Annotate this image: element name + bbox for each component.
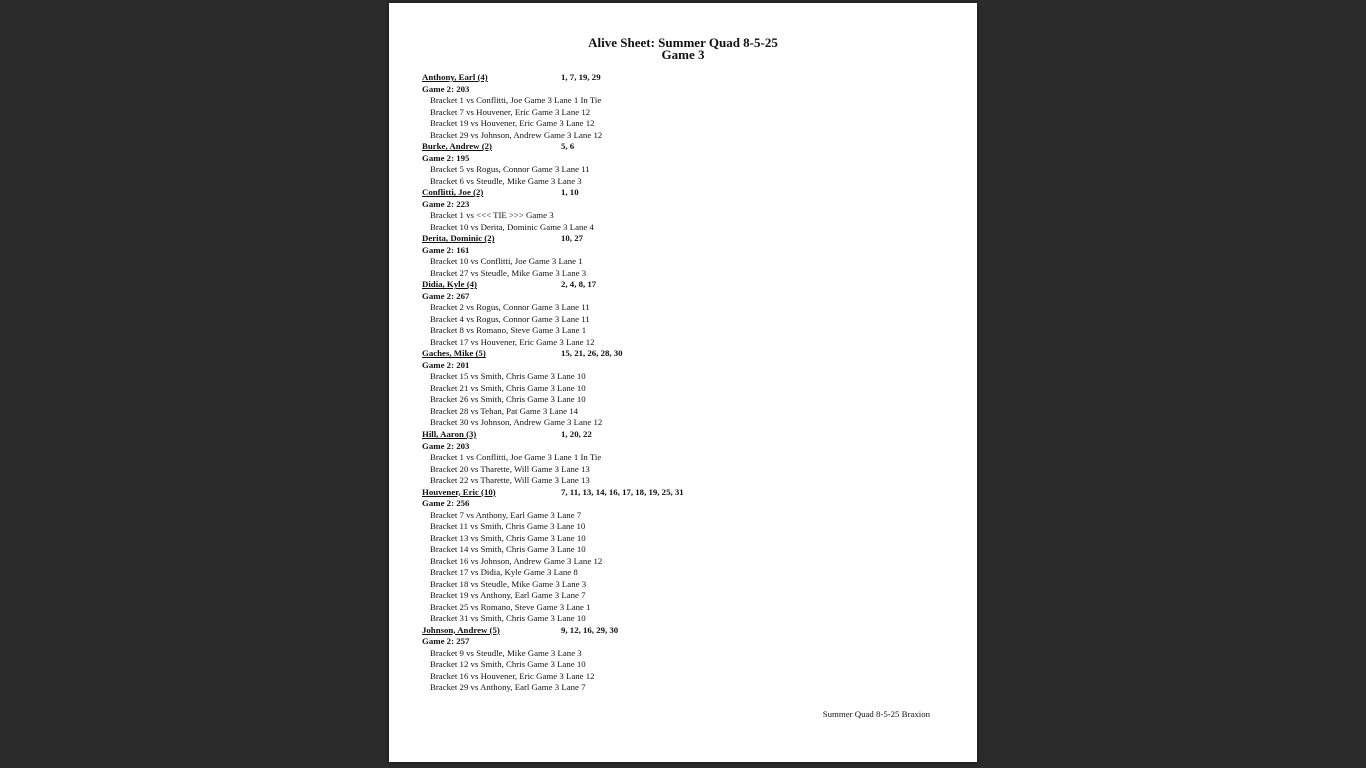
bowler-brackets: 2, 4, 8, 17 <box>561 279 597 290</box>
game-score: Game 2: 195 <box>422 152 470 163</box>
bracket-matchup: Bracket 15 vs Smith, Chris Game 3 Lane 10 <box>430 371 586 382</box>
bracket-matchup: Bracket 1 vs Conflitti, Joe Game 3 Lane 1 In Tie <box>430 452 602 463</box>
bowler-header <box>422 233 942 245</box>
bracket-matchup: Bracket 4 vs Rogus, Connor Game 3 Lane 11 <box>430 313 590 324</box>
page-subtitle: Game 3 <box>661 47 705 62</box>
bracket-matchup: Bracket 13 vs Smith, Chris Game 3 Lane 10 <box>430 532 586 543</box>
bracket-matchup: Bracket 29 vs Anthony, Earl Game 3 Lane 7 <box>430 682 586 693</box>
bowler-header <box>422 429 942 441</box>
game-score: Game 2: 161 <box>422 244 470 255</box>
bowler-section <box>422 625 942 694</box>
bowler-name: Conflitti, Joe (2) <box>422 187 484 198</box>
bracket-matchup: Bracket 11 vs Smith, Chris Game 3 Lane 10 <box>430 521 586 532</box>
bracket-matchup: Bracket 7 vs Anthony, Earl Game 3 Lane 7 <box>430 509 582 520</box>
bracket-matchup: Bracket 1 vs Conflitti, Joe Game 3 Lane 1 In Tie <box>430 95 602 106</box>
bowler-section <box>422 72 942 141</box>
bracket-matchup: Bracket 22 vs Tharette, Will Game 3 Lane 13 <box>430 475 590 486</box>
bowler-name: Anthony, Earl (4) <box>422 72 488 82</box>
bracket-matchup: Bracket 1 vs <<< TIE >>> Game 3 <box>430 210 554 221</box>
bowler-header <box>422 625 942 637</box>
bracket-matchup: Bracket 14 vs Smith, Chris Game 3 Lane 10 <box>430 544 586 555</box>
bracket-matchup: Bracket 8 vs Romano, Steve Game 3 Lane 1 <box>430 325 587 336</box>
bowler-section <box>422 141 942 187</box>
bowler-name: Burke, Andrew (2) <box>422 141 492 152</box>
document-page <box>389 3 977 762</box>
bracket-matchup: Bracket 17 vs Houvener, Eric Game 3 Lane 12 <box>430 336 595 347</box>
game-score: Game 2: 201 <box>422 359 470 370</box>
bracket-matchup: Bracket 20 vs Tharette, Will Game 3 Lane 13 <box>430 463 590 474</box>
bowler-section <box>422 429 942 487</box>
bracket-matchup: Bracket 10 vs Derita, Dominic Game 3 Lane 4 <box>430 221 594 232</box>
bowler-section <box>422 233 942 279</box>
bowler-name: Didia, Kyle (4) <box>422 279 477 290</box>
bracket-matchup: Bracket 7 vs Houvener, Eric Game 3 Lane 12 <box>430 106 591 117</box>
bowler-name: Johnson, Andrew (5) <box>422 624 500 635</box>
bracket-matchup: Bracket 16 vs Houvener, Eric Game 3 Lane 12 <box>430 670 595 681</box>
bowler-section <box>422 487 942 625</box>
bowler-section <box>422 187 942 233</box>
game-score: Game 2: 257 <box>422 636 470 647</box>
bowler-brackets: 1, 20, 22 <box>561 428 592 439</box>
page-footer: Summer Quad 8-5-25 Braxion <box>822 709 930 719</box>
bracket-matchup: Bracket 5 vs Rogus, Connor Game 3 Lane 11 <box>430 164 590 175</box>
bracket-matchup: Bracket 6 vs Steudle, Mike Game 3 Lane 3 <box>430 175 582 186</box>
bowler-name: Derita, Dominic (2) <box>422 233 495 244</box>
bracket-matchup: Bracket 9 vs Steudle, Mike Game 3 Lane 3 <box>430 647 582 658</box>
bowler-header <box>422 279 942 291</box>
bowler-name: Hill, Aaron (3) <box>422 428 477 439</box>
bowler-brackets: 5, 6 <box>561 141 575 152</box>
bowler-brackets: 7, 11, 13, 14, 16, 17, 18, 19, 25, 31 <box>561 486 684 497</box>
bracket-matchup: Bracket 17 vs Didia, Kyle Game 3 Lane 8 <box>430 567 578 578</box>
game-score: Game 2: 223 <box>422 198 470 209</box>
bracket-matchup: Bracket 18 vs Steudle, Mike Game 3 Lane 3 <box>430 578 587 589</box>
bracket-matchup: Bracket 2 vs Rogus, Connor Game 3 Lane 11 <box>430 302 590 313</box>
bowler-brackets: 15, 21, 26, 28, 30 <box>561 348 623 359</box>
bracket-matchup: Bracket 25 vs Romano, Steve Game 3 Lane 1 <box>430 601 591 612</box>
bowler-header <box>422 72 942 84</box>
bowler-list <box>422 72 942 694</box>
bracket-matchup: Bracket 27 vs Steudle, Mike Game 3 Lane 3 <box>430 267 587 278</box>
bracket-matchup: Bracket 19 vs Anthony, Earl Game 3 Lane 7 <box>430 590 586 601</box>
bracket-matchup: Bracket 30 vs Johnson, Andrew Game 3 Lane 12 <box>430 417 603 428</box>
game-score: Game 2: 256 <box>422 498 470 509</box>
bracket-matchup: Bracket 31 vs Smith, Chris Game 3 Lane 10 <box>430 613 586 624</box>
bowler-section <box>422 279 942 348</box>
bracket-matchup: Bracket 26 vs Smith, Chris Game 3 Lane 10 <box>430 394 586 405</box>
bracket-matchup: Bracket 10 vs Conflitti, Joe Game 3 Lane 1 <box>430 256 583 267</box>
bowler-brackets: 1, 10 <box>561 187 579 198</box>
game-score: Game 2: 267 <box>422 290 470 301</box>
bracket-matchup: Bracket 21 vs Smith, Chris Game 3 Lane 10 <box>430 382 586 393</box>
game-score: Game 2: 203 <box>422 83 470 94</box>
bowler-brackets: 10, 27 <box>561 233 583 244</box>
bowler-header <box>422 348 942 360</box>
bowler-name: Gaches, Mike (5) <box>422 348 486 359</box>
game-score: Game 2: 203 <box>422 440 470 451</box>
bracket-matchup: Bracket 12 vs Smith, Chris Game 3 Lane 10 <box>430 659 586 670</box>
bracket-matchup: Bracket 19 vs Houvener, Eric Game 3 Lane 12 <box>430 118 595 129</box>
bowler-name: Houvener, Eric (10) <box>422 486 496 497</box>
bowler-header <box>422 487 942 499</box>
bracket-matchup: Bracket 29 vs Johnson, Andrew Game 3 Lane 12 <box>430 129 603 140</box>
page-title: Alive Sheet: Summer Quad 8-5-25 <box>588 35 778 50</box>
bowler-section <box>422 348 942 429</box>
bowler-header <box>422 141 942 153</box>
bracket-matchup: Bracket 16 vs Johnson, Andrew Game 3 Lane 12 <box>430 555 603 566</box>
bowler-brackets: 1, 7, 19, 29 <box>561 72 601 82</box>
bracket-matchup: Bracket 28 vs Tehan, Pat Game 3 Lane 14 <box>430 405 578 416</box>
bowler-header <box>422 187 942 199</box>
bowler-brackets: 9, 12, 16, 29, 30 <box>561 624 619 635</box>
